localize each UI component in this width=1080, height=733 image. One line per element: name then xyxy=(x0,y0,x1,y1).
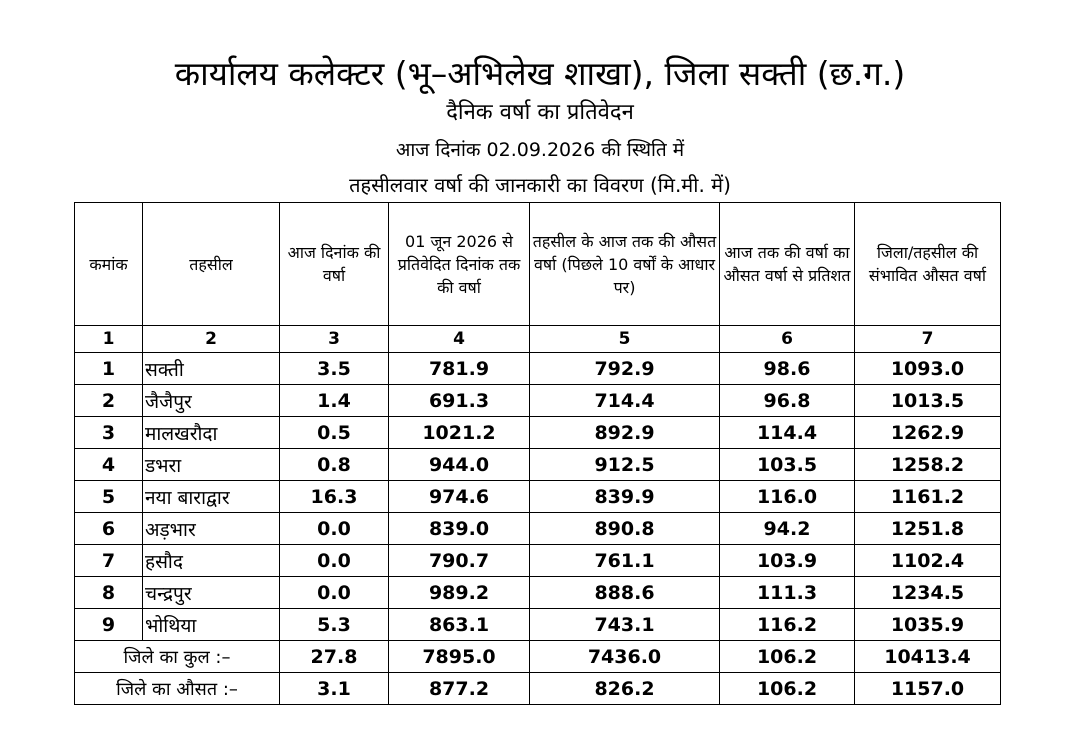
serial-cell: 7 xyxy=(75,545,143,577)
serial-cell: 3 xyxy=(75,417,143,449)
table-row xyxy=(75,513,1001,545)
cumulative-rainfall-cell: 974.6 xyxy=(389,481,530,513)
total-percentage: 106.2 xyxy=(720,641,855,673)
column-number: 5 xyxy=(530,326,720,353)
average-percentage: 106.2 xyxy=(720,673,855,705)
today-rainfall-cell: 0.0 xyxy=(280,513,389,545)
total-cumulative-rainfall: 7895.0 xyxy=(389,641,530,673)
cumulative-rainfall-cell: 1021.2 xyxy=(389,417,530,449)
expected-average-cell: 1258.2 xyxy=(855,449,1001,481)
serial-cell: 8 xyxy=(75,577,143,609)
percentage-cell: 103.9 xyxy=(720,545,855,577)
office-title: कार्यालय कलेक्टर (भू–अभिलेख शाखा), जिला सक्ती (छ.ग.) xyxy=(174,54,906,93)
today-rainfall-cell: 16.3 xyxy=(280,481,389,513)
tehsil-name-cell: सक्ती xyxy=(143,353,280,385)
column-number: 4 xyxy=(389,326,530,353)
column-number: 1 xyxy=(75,326,143,353)
tehsil-name-cell: चन्द्रपुर xyxy=(143,577,280,609)
header-percentage: आज तक की वर्षा का औसत वर्षा से प्रतिशत xyxy=(720,203,855,326)
column-number-row xyxy=(75,326,1001,353)
report-unit-line: तहसीलवार वर्षा की जानकारी का विवरण (मि.मी. में) xyxy=(349,173,731,197)
expected-average-cell: 1102.4 xyxy=(855,545,1001,577)
percentage-cell: 98.6 xyxy=(720,353,855,385)
average-rainfall-cell: 890.8 xyxy=(530,513,720,545)
column-number: 7 xyxy=(855,326,1001,353)
percentage-cell: 96.8 xyxy=(720,385,855,417)
percentage-cell: 103.5 xyxy=(720,449,855,481)
rainfall-table xyxy=(74,202,1001,705)
today-rainfall-cell: 0.5 xyxy=(280,417,389,449)
header-row xyxy=(75,203,1001,326)
average-rainfall-cell: 912.5 xyxy=(530,449,720,481)
total-expected-average: 10413.4 xyxy=(855,641,1001,673)
average-rainfall-cell: 839.9 xyxy=(530,481,720,513)
serial-cell: 1 xyxy=(75,353,143,385)
cumulative-rainfall-cell: 944.0 xyxy=(389,449,530,481)
average-rainfall-cell: 761.1 xyxy=(530,545,720,577)
serial-cell: 4 xyxy=(75,449,143,481)
average-today-rainfall: 3.1 xyxy=(280,673,389,705)
column-number: 6 xyxy=(720,326,855,353)
today-rainfall-cell: 1.4 xyxy=(280,385,389,417)
header-cumulative-rainfall: 01 जून 2026 से प्रतिवेदित दिनांक तक की वर्षा xyxy=(389,203,530,326)
table-row xyxy=(75,609,1001,641)
header-serial: कमांक xyxy=(75,203,143,326)
district-total-row xyxy=(75,641,1001,673)
cumulative-rainfall-cell: 781.9 xyxy=(389,353,530,385)
table-row xyxy=(75,577,1001,609)
total-average-rainfall: 7436.0 xyxy=(530,641,720,673)
tehsil-name-cell: हसौद xyxy=(143,545,280,577)
cumulative-rainfall-cell: 839.0 xyxy=(389,513,530,545)
column-number: 2 xyxy=(143,326,280,353)
average-rainfall-cell: 792.9 xyxy=(530,353,720,385)
column-number: 3 xyxy=(280,326,389,353)
expected-average-cell: 1013.5 xyxy=(855,385,1001,417)
percentage-cell: 111.3 xyxy=(720,577,855,609)
percentage-cell: 114.4 xyxy=(720,417,855,449)
header-expected-average: जिला/तहसील की संभावित औसत वर्षा xyxy=(855,203,1001,326)
today-rainfall-cell: 0.8 xyxy=(280,449,389,481)
district-average-row xyxy=(75,673,1001,705)
district-total-label: जिले का कुल :– xyxy=(75,641,280,673)
district-average-label: जिले का औसत :– xyxy=(75,673,280,705)
report-date-line: आज दिनांक 02.09.2026 की स्थिति में xyxy=(395,139,685,161)
average-cumulative-rainfall: 877.2 xyxy=(389,673,530,705)
table-row xyxy=(75,481,1001,513)
expected-average-cell: 1093.0 xyxy=(855,353,1001,385)
table-row xyxy=(75,417,1001,449)
cumulative-rainfall-cell: 691.3 xyxy=(389,385,530,417)
tehsil-name-cell: मालखरौदा xyxy=(143,417,280,449)
serial-cell: 9 xyxy=(75,609,143,641)
today-rainfall-cell: 3.5 xyxy=(280,353,389,385)
average-average-rainfall: 826.2 xyxy=(530,673,720,705)
expected-average-cell: 1234.5 xyxy=(855,577,1001,609)
serial-cell: 6 xyxy=(75,513,143,545)
table-row xyxy=(75,385,1001,417)
header-today-rainfall: आज दिनांक की वर्षा xyxy=(280,203,389,326)
total-today-rainfall: 27.8 xyxy=(280,641,389,673)
tehsil-name-cell: नया बाराद्वार xyxy=(143,481,280,513)
today-rainfall-cell: 0.0 xyxy=(280,577,389,609)
percentage-cell: 116.0 xyxy=(720,481,855,513)
tehsil-name-cell: जैजैपुर xyxy=(143,385,280,417)
average-rainfall-cell: 892.9 xyxy=(530,417,720,449)
percentage-cell: 116.2 xyxy=(720,609,855,641)
average-rainfall-cell: 888.6 xyxy=(530,577,720,609)
today-rainfall-cell: 0.0 xyxy=(280,545,389,577)
today-rainfall-cell: 5.3 xyxy=(280,609,389,641)
tehsil-name-cell: डभरा xyxy=(143,449,280,481)
serial-cell: 5 xyxy=(75,481,143,513)
average-expected-average: 1157.0 xyxy=(855,673,1001,705)
cumulative-rainfall-cell: 989.2 xyxy=(389,577,530,609)
cumulative-rainfall-cell: 863.1 xyxy=(389,609,530,641)
report-subtitle: दैनिक वर्षा का प्रतिवेदन xyxy=(446,100,634,125)
cumulative-rainfall-cell: 790.7 xyxy=(389,545,530,577)
expected-average-cell: 1262.9 xyxy=(855,417,1001,449)
expected-average-cell: 1251.8 xyxy=(855,513,1001,545)
header-average-rainfall: तहसील के आज तक की औसत वर्षा (पिछले 10 वर्षों के आधार पर) xyxy=(530,203,720,326)
average-rainfall-cell: 714.4 xyxy=(530,385,720,417)
table-row xyxy=(75,545,1001,577)
tehsil-name-cell: अड़भार xyxy=(143,513,280,545)
serial-cell: 2 xyxy=(75,385,143,417)
percentage-cell: 94.2 xyxy=(720,513,855,545)
header-tehsil: तहसील xyxy=(143,203,280,326)
expected-average-cell: 1035.9 xyxy=(855,609,1001,641)
expected-average-cell: 1161.2 xyxy=(855,481,1001,513)
average-rainfall-cell: 743.1 xyxy=(530,609,720,641)
table-row xyxy=(75,353,1001,385)
table-row xyxy=(75,449,1001,481)
tehsil-name-cell: भोथिया xyxy=(143,609,280,641)
